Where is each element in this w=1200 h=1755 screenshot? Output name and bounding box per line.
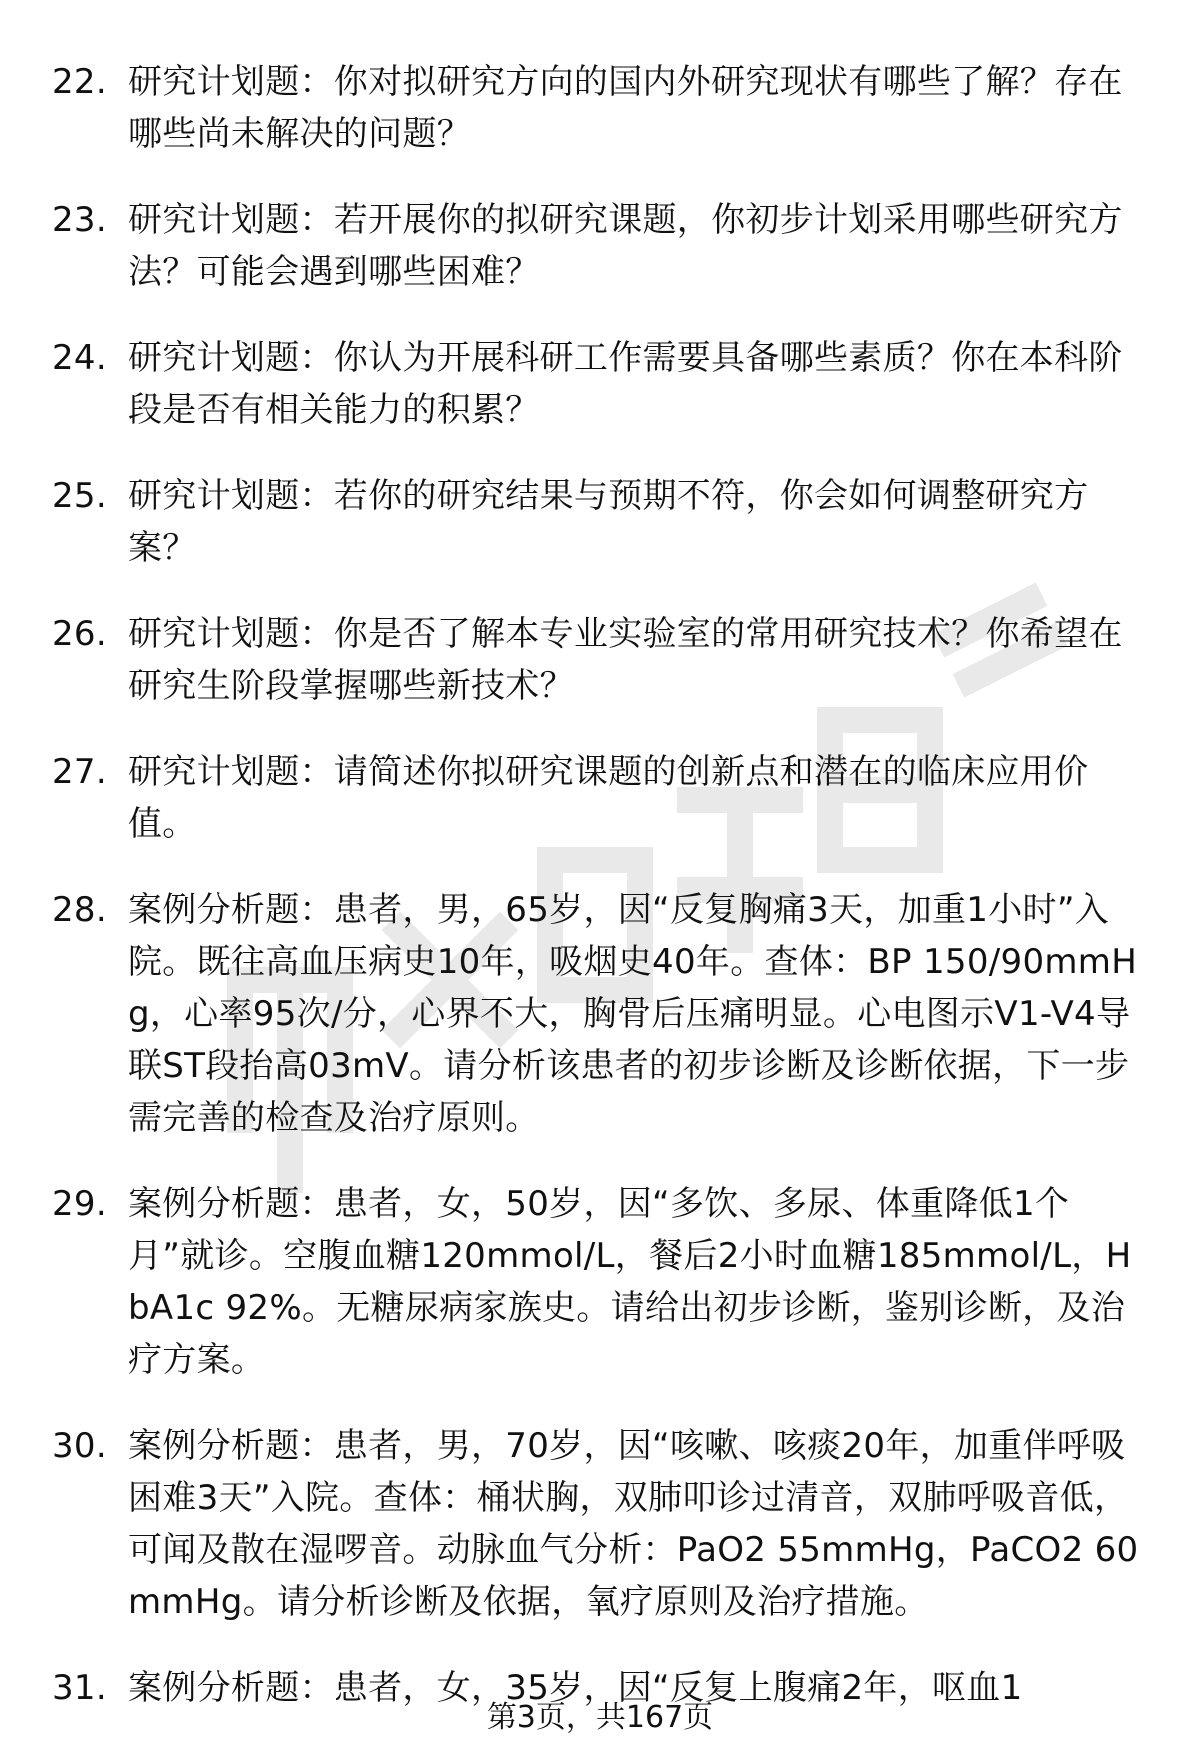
question-text: 研究计划题：你对拟研究方向的国内外研究现状有哪些了解？存在哪些尚未解决的问题？ [128, 62, 1123, 154]
question-text: 研究计划题：若你的研究结果与预期不符，你会如何调整研究方案？ [128, 476, 1089, 568]
question-number: 31. [52, 1668, 107, 1708]
question-text: 研究计划题：请简述你拟研究课题的创新点和潜在的临床应用价值。 [128, 752, 1089, 844]
question-text: 案例分析题：患者，男，65岁，因“反复胸痛3天，加重1小时”入院。既往高血压病史10年，吸烟史40年。查体：BP 150/90mmHg，心率95次/分，心界不大，胸骨后压痛明显。心电图示V1-V4导联ST段抬高03mV。请分析该患者的初步诊断及诊断依据，下一步需完善的检查及治疗原则。 [128, 890, 1138, 1138]
question-text: 研究计划题：你认为开展科研工作需要具备哪些素质？你在本科阶段是否有相关能力的积累？ [128, 338, 1123, 430]
question-number: 29. [52, 1184, 107, 1224]
question-text: 案例分析题：患者，男，70岁，因“咳嗽、咳痰20年，加重伴呼吸困难3天”入院。查体：桶状胸，双肺叩诊过清音，双肺呼吸音低，可闻及散在湿啰音。动脉血气分析：PaO2 55mmHg，PaCO2 60mmHg。请分析诊断及依据，氧疗原则及治疗措施。 [128, 1426, 1139, 1622]
question-number: 25. [52, 476, 107, 516]
question-item-24 [0, 332, 1200, 436]
question-item-26 [0, 608, 1200, 712]
question-item-28 [0, 884, 1200, 1144]
question-item-22 [0, 56, 1200, 160]
question-item-23 [0, 194, 1200, 298]
page-number-footer: 第3页，共167页 [486, 1700, 714, 1735]
question-text: 案例分析题：患者，女，50岁，因“多饮、多尿、体重降低1个月”就诊。空腹血糖120mmol/L，餐后2小时血糖185mmol/L，HbA1c 92%。无糖尿病家族史。请给出初步诊断，鉴别诊断，及治疗方案。 [128, 1184, 1132, 1380]
question-text: 案例分析题：患者，女，35岁，因“反复上腹痛2年，呕血1 [128, 1668, 1023, 1708]
question-item-29 [0, 1178, 1200, 1386]
question-number: 24. [52, 338, 107, 378]
question-text: 研究计划题：若开展你的拟研究课题，你初步计划采用哪些研究方法？可能会遇到哪些困难？ [128, 200, 1123, 292]
question-item-25 [0, 470, 1200, 574]
question-number: 23. [52, 200, 107, 240]
question-item-27 [0, 746, 1200, 850]
question-number: 28. [52, 890, 107, 930]
question-number: 27. [52, 752, 107, 792]
question-text: 研究计划题：你是否了解本专业实验室的常用研究技术？你希望在研究生阶段掌握哪些新技术？ [128, 614, 1123, 706]
question-number: 22. [52, 62, 107, 102]
question-number: 26. [52, 614, 107, 654]
question-item-30 [0, 1420, 1200, 1628]
question-list [0, 56, 1200, 1748]
question-number: 30. [52, 1426, 107, 1466]
